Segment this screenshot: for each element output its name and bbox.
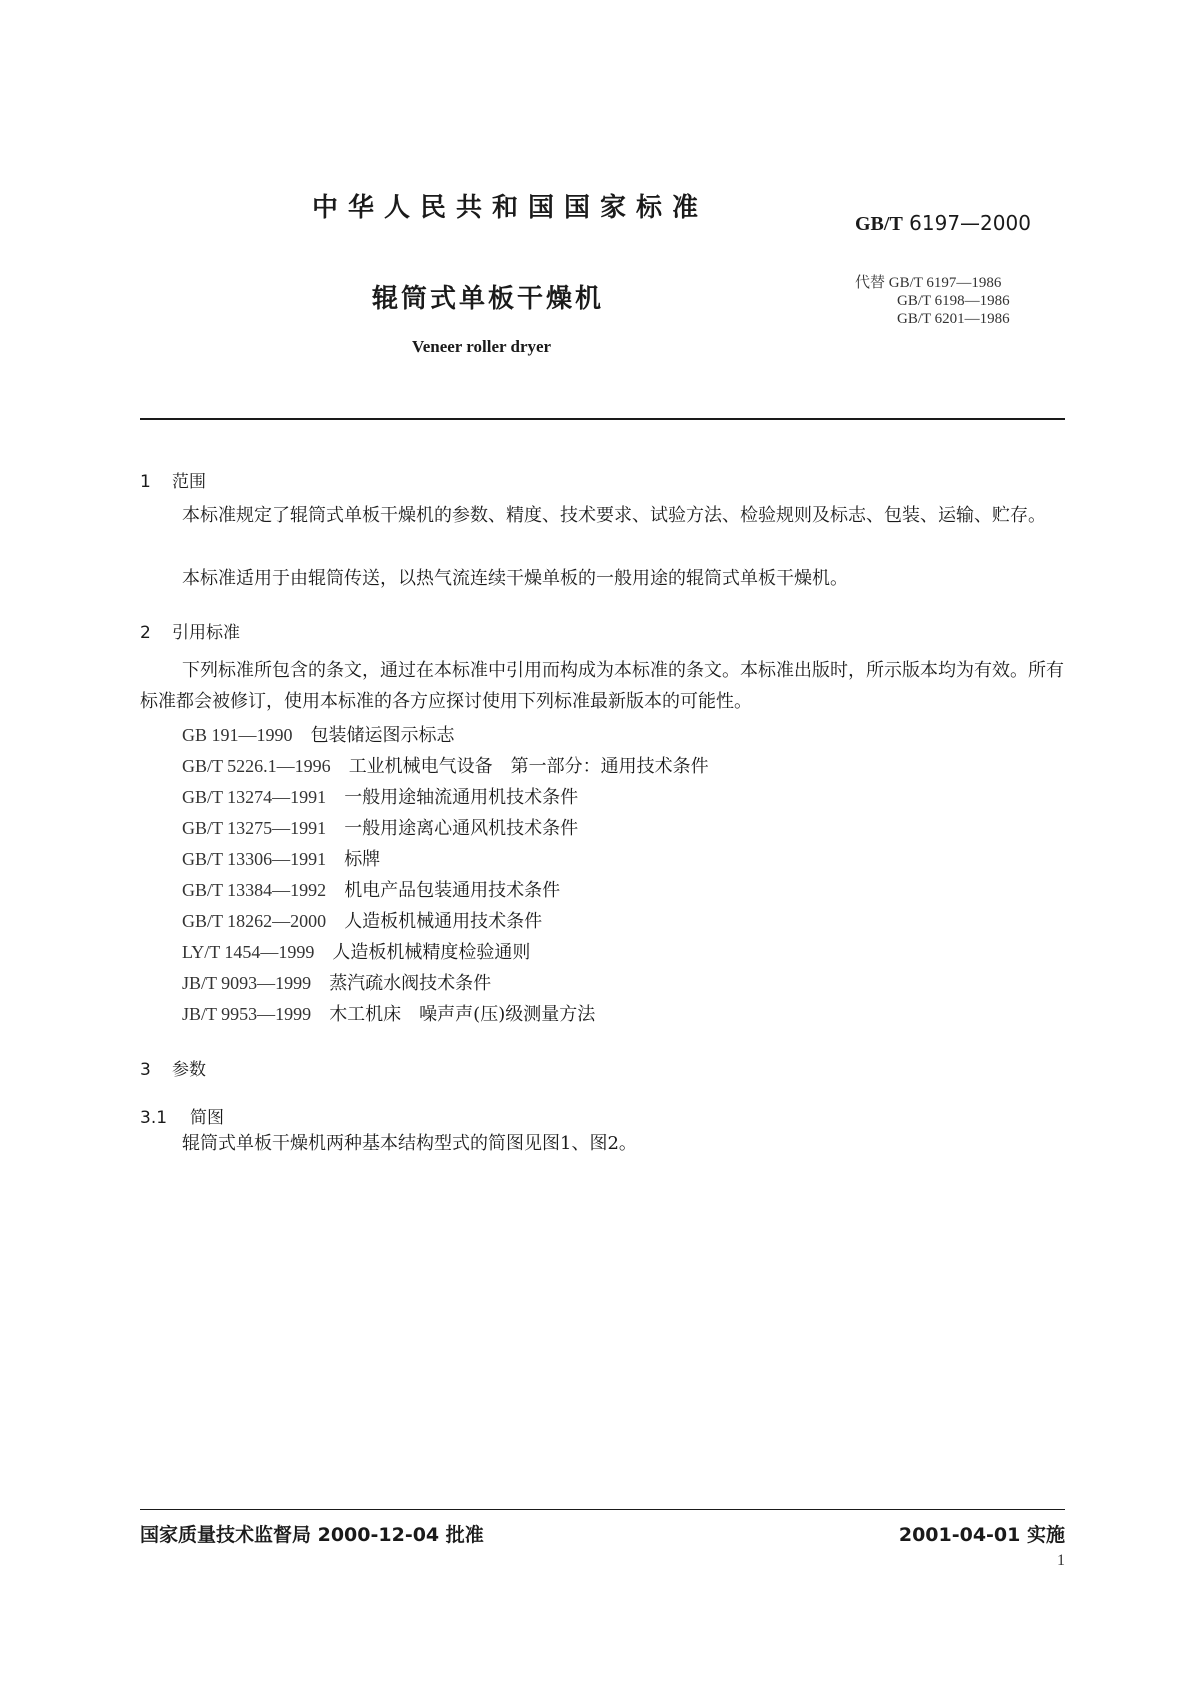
reference-name: 蒸汽疏水阀技术条件	[329, 973, 492, 994]
replaces-label: 代替	[855, 275, 886, 291]
subsection-title: 简图	[190, 1108, 224, 1128]
subsection-number: 3.1	[140, 1108, 168, 1128]
standard-number: 6197—2000	[909, 211, 1031, 235]
replaces-item: GB/T 6201—1986	[897, 311, 1010, 327]
reference-code: LY/T 1454—1999	[182, 942, 315, 962]
reference-name: 人造板机械精度检验通则	[332, 942, 531, 963]
issuer-approval: 国家质量技术监督局 2000-12-04 批准	[140, 1524, 484, 1546]
reference-name: 人造板机械通用技术条件	[344, 911, 543, 932]
reference-code: JB/T 9093—1999	[182, 973, 312, 993]
reference-item	[182, 938, 530, 964]
reference-code: GB/T 13275—1991	[182, 818, 327, 838]
paragraph: 下列标准所包含的条文，通过在本标准中引用而构成为本标准的条文。本标准出版时，所示版本均为有效。所有标准都会被修订，使用本标准的各方应探讨使用下列标准最新版本的可能性。	[140, 660, 1064, 712]
standard-code	[855, 211, 1031, 236]
page-number: 1	[1057, 1552, 1065, 1569]
section-title: 参数	[172, 1060, 206, 1080]
national-standard-heading: 中华人民共和国国家标准	[312, 193, 709, 223]
section-title: 引用标准	[172, 623, 240, 643]
reference-code: GB/T 18262—2000	[182, 911, 327, 931]
reference-name: 木工机床 噪声声(压)级测量方法	[329, 1004, 596, 1025]
reference-item	[182, 783, 578, 809]
reference-item	[182, 845, 380, 871]
section-number: 2	[140, 623, 151, 643]
section-title: 范围	[172, 472, 206, 492]
reference-name: 机电产品包装通用技术条件	[344, 880, 561, 901]
footer-divider	[140, 1509, 1065, 1510]
reference-name: 标牌	[344, 849, 381, 870]
section-number: 1	[140, 472, 151, 492]
subsection-heading-3-1	[140, 1103, 224, 1128]
reference-code: GB 191—1990	[182, 725, 293, 745]
standard-prefix: GB/T	[855, 213, 903, 235]
title-chinese: 辊筒式单板干燥机	[372, 284, 605, 314]
reference-code: GB/T 13306—1991	[182, 849, 327, 869]
reference-name: 一般用途离心通风机技术条件	[344, 818, 579, 839]
effective-date: 2001-04-01 实施	[898, 1524, 1065, 1546]
replaces-item: GB/T 6198—1986	[897, 293, 1010, 309]
section-heading-3	[140, 1055, 206, 1080]
paragraph: 本标准规定了辊筒式单板干燥机的参数、精度、技术要求、试验方法、检验规则及标志、包装、运输、贮存。	[182, 505, 1046, 526]
reference-item	[182, 907, 542, 933]
paragraph: 本标准适用于由辊筒传送，以热气流连续干燥单板的一般用途的辊筒式单板干燥机。	[182, 568, 848, 589]
reference-item	[182, 969, 491, 995]
reference-name: 一般用途轴流通用机技术条件	[344, 787, 579, 808]
reference-item	[182, 814, 578, 840]
reference-item	[182, 721, 455, 747]
reference-item	[182, 876, 560, 902]
reference-item	[182, 1000, 595, 1026]
header-divider	[140, 418, 1065, 420]
title-english: Veneer roller dryer	[412, 337, 552, 356]
reference-name: 包装储运图示标志	[310, 725, 455, 746]
replaces-block	[855, 274, 1010, 328]
section-heading-1	[140, 467, 206, 492]
reference-item	[182, 752, 709, 778]
reference-code: GB/T 13274—1991	[182, 787, 327, 807]
section-heading-2	[140, 618, 240, 643]
paragraph: 辊筒式单板干燥机两种基本结构型式的简图见图1、图2。	[182, 1133, 637, 1154]
reference-code: GB/T 13384—1992	[182, 880, 327, 900]
reference-code: JB/T 9953—1999	[182, 1004, 312, 1024]
reference-name: 工业机械电气设备 第一部分：通用技术条件	[348, 756, 709, 777]
replaces-item: GB/T 6197—1986	[888, 275, 1002, 291]
section-number: 3	[140, 1060, 151, 1080]
reference-code: GB/T 5226.1—1996	[182, 756, 331, 776]
